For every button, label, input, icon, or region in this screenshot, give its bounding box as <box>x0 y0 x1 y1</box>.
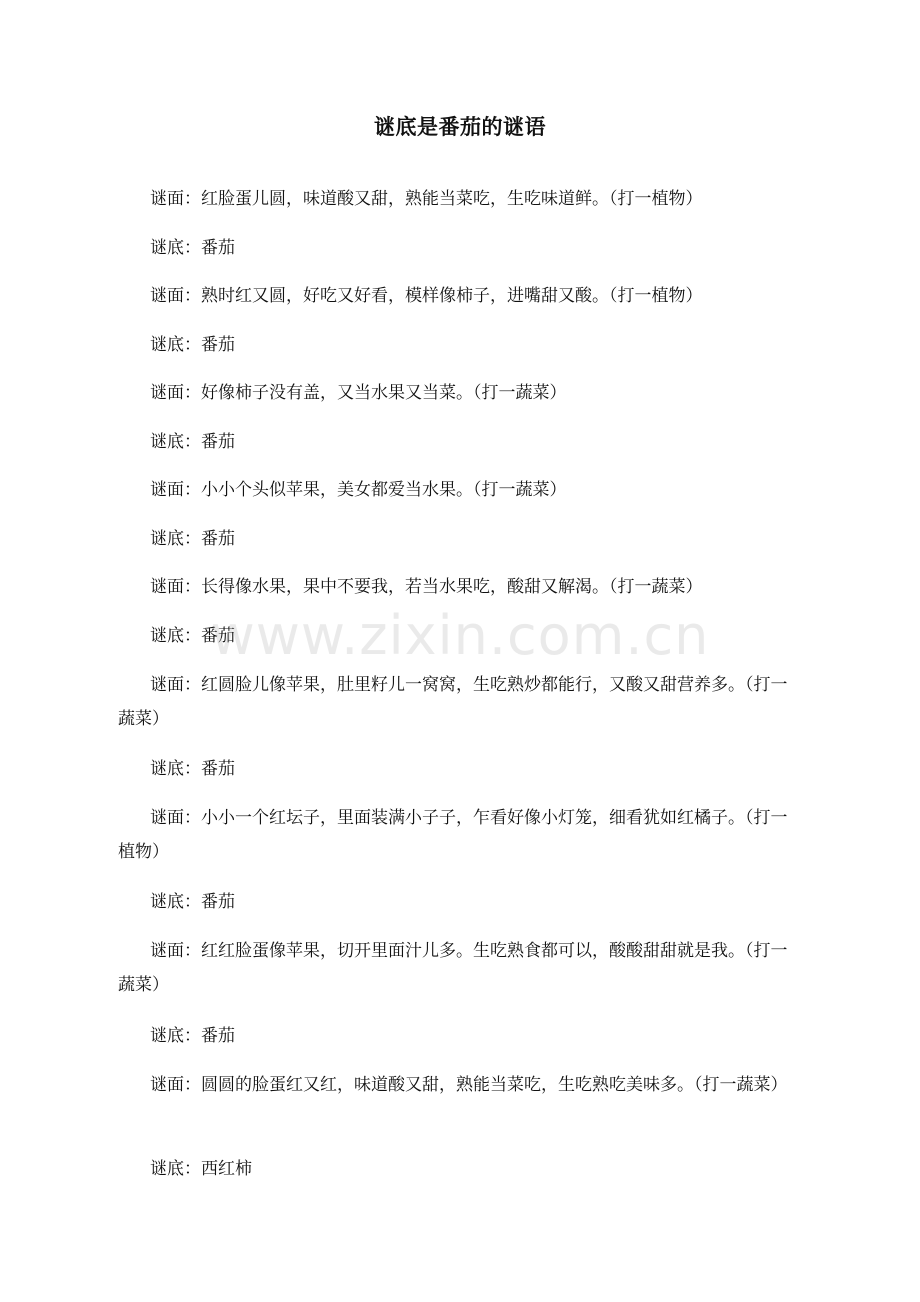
riddle-answer: 谜底：番茄 <box>150 432 235 452</box>
riddle-question: 谜面：小小个头似苹果，美女都爱当水果。（打一蔬菜） <box>150 480 567 500</box>
riddle-question: 谜面：红脸蛋儿圆，味道酸又甜，熟能当菜吃，生吃味道鲜。（打一植物） <box>150 189 703 209</box>
riddle-question: 谜面：好像柿子没有盖，又当水果又当菜。（打一蔬菜） <box>150 383 567 403</box>
riddle-answer: 谜底：番茄 <box>150 1026 235 1046</box>
riddle-answer: 谜底：番茄 <box>150 892 235 912</box>
riddle-question: 谜面：小小一个红坛子，里面装满小子子，乍看好像小灯笼，细看犹如红橘子。（打一植物） <box>118 808 788 862</box>
riddle-answer: 谜底：番茄 <box>150 626 235 646</box>
riddle-answer: 谜底：番茄 <box>150 759 235 779</box>
page-title: 谜底是番茄的谜语 <box>374 114 546 139</box>
watermark: www.zixin.com.cn <box>210 604 710 667</box>
riddle-answer: 谜底：番茄 <box>150 529 235 549</box>
riddle-question: 谜面：长得像水果，果中不要我，若当水果吃，酸甜又解渴。（打一蔬菜） <box>150 577 703 597</box>
riddle-answer: 谜底：西红柿 <box>150 1159 252 1179</box>
riddle-question: 谜面：红红脸蛋像苹果，切开里面汁儿多。生吃熟食都可以，酸酸甜甜就是我。（打一蔬菜） <box>118 941 788 995</box>
riddle-answer: 谜底：番茄 <box>150 238 235 258</box>
riddle-question: 谜面：圆圆的脸蛋红又红，味道酸又甜，熟能当菜吃，生吃熟吃美味多。（打一蔬菜） <box>150 1075 788 1095</box>
riddle-question: 谜面：熟时红又圆，好吃又好看，模样像柿子，进嘴甜又酸。（打一植物） <box>150 286 703 306</box>
riddle-answer: 谜底：番茄 <box>150 335 235 355</box>
riddle-question: 谜面：红圆脸儿像苹果，肚里籽儿一窝窝，生吃熟炒都能行，又酸又甜营养多。（打一蔬菜） <box>118 675 788 729</box>
